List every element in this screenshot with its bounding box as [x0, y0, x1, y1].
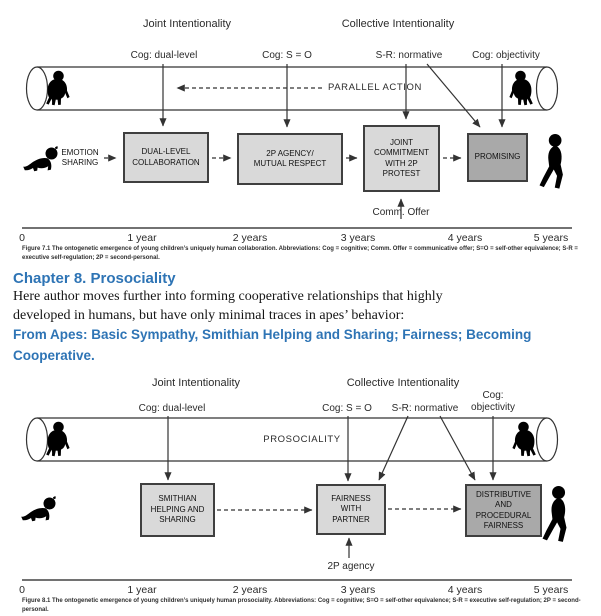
body-text-line: developed in humans, but have only minimal traces in apes’ behavior: — [13, 308, 405, 323]
parallel-action-label: PARALLEL ACTION — [327, 82, 422, 93]
chimpanzee-icon — [46, 422, 69, 457]
2p-agency-label: 2P agency — [327, 561, 375, 572]
cog-self-other-label: Cog: S = O — [262, 50, 312, 61]
highlight-text-line: From Apes: Basic Sympathy, Smithian Helping and Sharing; Fairness; Becoming — [13, 327, 532, 342]
timeline-tick-0: 0 — [19, 232, 25, 244]
figure-8-1-caption: Figure 8.1 The ontogenetic emergence of young children’s uniquely human prosociality. Abbreviations: Cog = cognitive; S=O = self-other equivalence; S-R = executive self-regulation; 2P = second-personal. — [22, 598, 581, 614]
process-box-promising: PROMISING — [467, 133, 528, 182]
cog-objectivity-label: Cog: objectivity — [472, 50, 540, 61]
label-arrows — [168, 416, 493, 481]
emotion-sharing-label: EMOTION SHARING — [61, 148, 99, 168]
timeline-tick-1year: 1 year — [127, 584, 157, 596]
timeline-tick-2years: 2 years — [232, 232, 268, 244]
figure-7-1 — [0, 0, 601, 268]
joint-intentionality-label: Joint Intentionality — [142, 18, 232, 30]
chimpanzee-icon — [46, 71, 69, 106]
process-box-fairness-with-partner: FAIRNESS WITH PARTNER — [316, 484, 386, 535]
highlight-text-line: Cooperative. — [13, 348, 95, 363]
timeline-tick-4years: 4 years — [447, 584, 483, 596]
timeline-tick-1year: 1 year — [127, 232, 157, 244]
prosociality-label: PROSOCIALITY — [263, 434, 341, 445]
chapter-8-section — [0, 268, 601, 370]
cog-self-other-label: Cog: S = O — [322, 403, 372, 414]
process-box-dual-level-collaboration: DUAL-LEVEL COLLABORATION — [123, 132, 209, 183]
timeline-tick-2years: 2 years — [232, 584, 268, 596]
cog-objectivity-label: Cog: objectivity — [471, 390, 515, 413]
timeline-tick-5years: 5 years — [533, 232, 569, 244]
crawling-infant-icon — [21, 496, 56, 521]
collective-intentionality-label: Collective Intentionality — [346, 377, 460, 389]
chapter-heading: Chapter 8. Prosociality — [13, 270, 176, 287]
chimpanzee-icon — [509, 71, 532, 106]
walking-child-icon — [540, 134, 563, 189]
figure-8-1 — [0, 370, 601, 616]
sr-normative-label: S-R: normative — [391, 403, 459, 414]
comm-offer-label: Comm. Offer — [372, 207, 430, 218]
timeline-tick-4years: 4 years — [447, 232, 483, 244]
timeline-tick-3years: 3 years — [340, 584, 376, 596]
process-box-joint-commitment: JOINT COMMITMENT WITH 2P PROTEST — [363, 125, 440, 192]
walking-child-icon — [543, 486, 567, 542]
cog-dual-level-label: Cog: dual-level — [138, 403, 206, 414]
crawling-infant-icon — [23, 146, 58, 171]
chimpanzee-icon — [512, 422, 535, 457]
process-box-distributive-fairness: DISTRIBUTIVE AND PROCEDURAL FAIRNESS — [465, 484, 542, 537]
timeline-tick-0: 0 — [19, 584, 25, 596]
process-box-smithian-helping: SMITHIAN HELPING AND SHARING — [140, 483, 215, 537]
body-text-line: Here author moves further into forming cooperative relationships that highly — [13, 289, 443, 304]
cog-dual-level-label: Cog: dual-level — [130, 50, 198, 61]
sr-normative-label: S-R: normative — [375, 50, 443, 61]
joint-intentionality-label: Joint Intentionality — [151, 377, 241, 389]
timeline-tick-5years: 5 years — [533, 584, 569, 596]
process-box-2p-agency: 2P AGENCY/ MUTUAL RESPECT — [237, 133, 343, 185]
collective-intentionality-label: Collective Intentionality — [341, 18, 455, 30]
timeline-tick-3years: 3 years — [340, 232, 376, 244]
label-arrows — [163, 64, 502, 127]
figure-7-1-caption: Figure 7.1 The ontogenetic emergence of young children’s uniquely human collaboration. Abbreviations: Cog = cognitive; Comm. Offer = communicative offer; S=O = self-other equivalence; S-R = executive self-regulation; 2P = second-personal. — [22, 246, 578, 262]
